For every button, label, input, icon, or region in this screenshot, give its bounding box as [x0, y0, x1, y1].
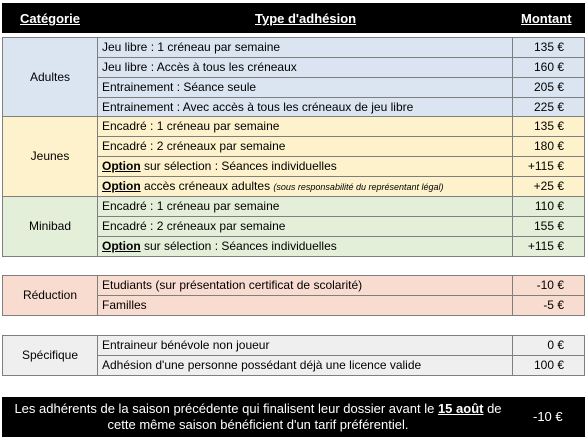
category-label: Réduction	[3, 276, 98, 316]
row-label-text: sur sélection : Séances individuelles	[140, 239, 337, 253]
footer-date: 15 août	[437, 401, 484, 416]
category-label: Minibad	[3, 197, 98, 257]
category-label: Spécifique	[3, 336, 98, 376]
category-label: Jeunes	[3, 117, 98, 197]
table-header	[2, 3, 585, 33]
row-label: Encadré : 1 créneau par semaine	[98, 197, 513, 217]
row-label	[98, 237, 513, 257]
row-label: Adhésion d'une personne possédant déjà une licence valide	[98, 356, 513, 376]
row-amount: 0 €	[513, 336, 585, 356]
row-amount: -10 €	[513, 276, 585, 296]
table-row	[3, 117, 585, 137]
row-amount: 180 €	[513, 137, 585, 157]
row-amount: +25 €	[513, 177, 585, 197]
footer-text	[6, 401, 510, 433]
row-label: Familles	[98, 296, 513, 316]
option-keyword: Option	[102, 178, 141, 193]
table-row	[3, 276, 585, 296]
header-type: Type d'adhésion	[255, 11, 357, 26]
footer-notice	[2, 397, 585, 437]
row-amount: 110 €	[513, 197, 585, 217]
header-category: Catégorie	[20, 11, 80, 26]
row-label: Entraineur bénévole non joueur	[98, 336, 513, 356]
row-label: Encadré : 1 créneau par semaine	[98, 117, 513, 137]
row-label: Jeu libre : 1 créneau par semaine	[98, 38, 513, 58]
row-label	[98, 177, 513, 197]
row-label: Encadré : 2 créneaux par semaine	[98, 137, 513, 157]
row-amount: 100 €	[513, 356, 585, 376]
row-amount: 135 €	[513, 38, 585, 58]
row-amount: 135 €	[513, 117, 585, 137]
table-row	[3, 38, 585, 58]
row-label: Entrainement : Avec accès à tous les créneaux de jeu libre	[98, 98, 513, 118]
row-amount: 205 €	[513, 78, 585, 98]
row-amount: -5 €	[513, 296, 585, 316]
row-amount: 160 €	[513, 58, 585, 78]
row-label: Etudiants (sur présentation certificat de scolarité)	[98, 276, 513, 296]
option-keyword: Option	[102, 159, 141, 173]
row-amount: +115 €	[513, 157, 585, 177]
table-row	[3, 197, 585, 217]
row-label	[98, 157, 513, 177]
row-label: Jeu libre : Accès à tous les créneaux	[98, 58, 513, 78]
row-amount: +115 €	[513, 237, 585, 257]
row-label: Encadré : 2 créneaux par semaine	[98, 217, 513, 237]
header-amount: Montant	[521, 11, 572, 26]
option-keyword: Option	[102, 239, 141, 253]
footer-amount: -10 €	[533, 409, 563, 424]
row-label: Entrainement : Séance seule	[98, 78, 513, 98]
footer-text-after: de cette même saison bénéficient d'un tarif préférentiel.	[107, 401, 502, 432]
category-label: Adultes	[3, 38, 98, 118]
group-minibad	[2, 196, 585, 257]
group-reduction	[2, 275, 585, 316]
table-row	[3, 336, 585, 356]
row-label-text: accès créneaux adultes	[140, 178, 274, 193]
footer-text-before: Les adhérents de la saison précédente qui finalisent leur dossier avant le	[14, 401, 438, 416]
group-adultes	[2, 37, 585, 118]
group-jeunes	[2, 116, 585, 197]
row-label-text: sur sélection : Séances individuelles	[140, 159, 337, 173]
group-specifique	[2, 335, 585, 376]
row-amount: 155 €	[513, 217, 585, 237]
row-note: (sous responsabilité du représentant légal)	[273, 181, 444, 192]
row-amount: 225 €	[513, 98, 585, 118]
